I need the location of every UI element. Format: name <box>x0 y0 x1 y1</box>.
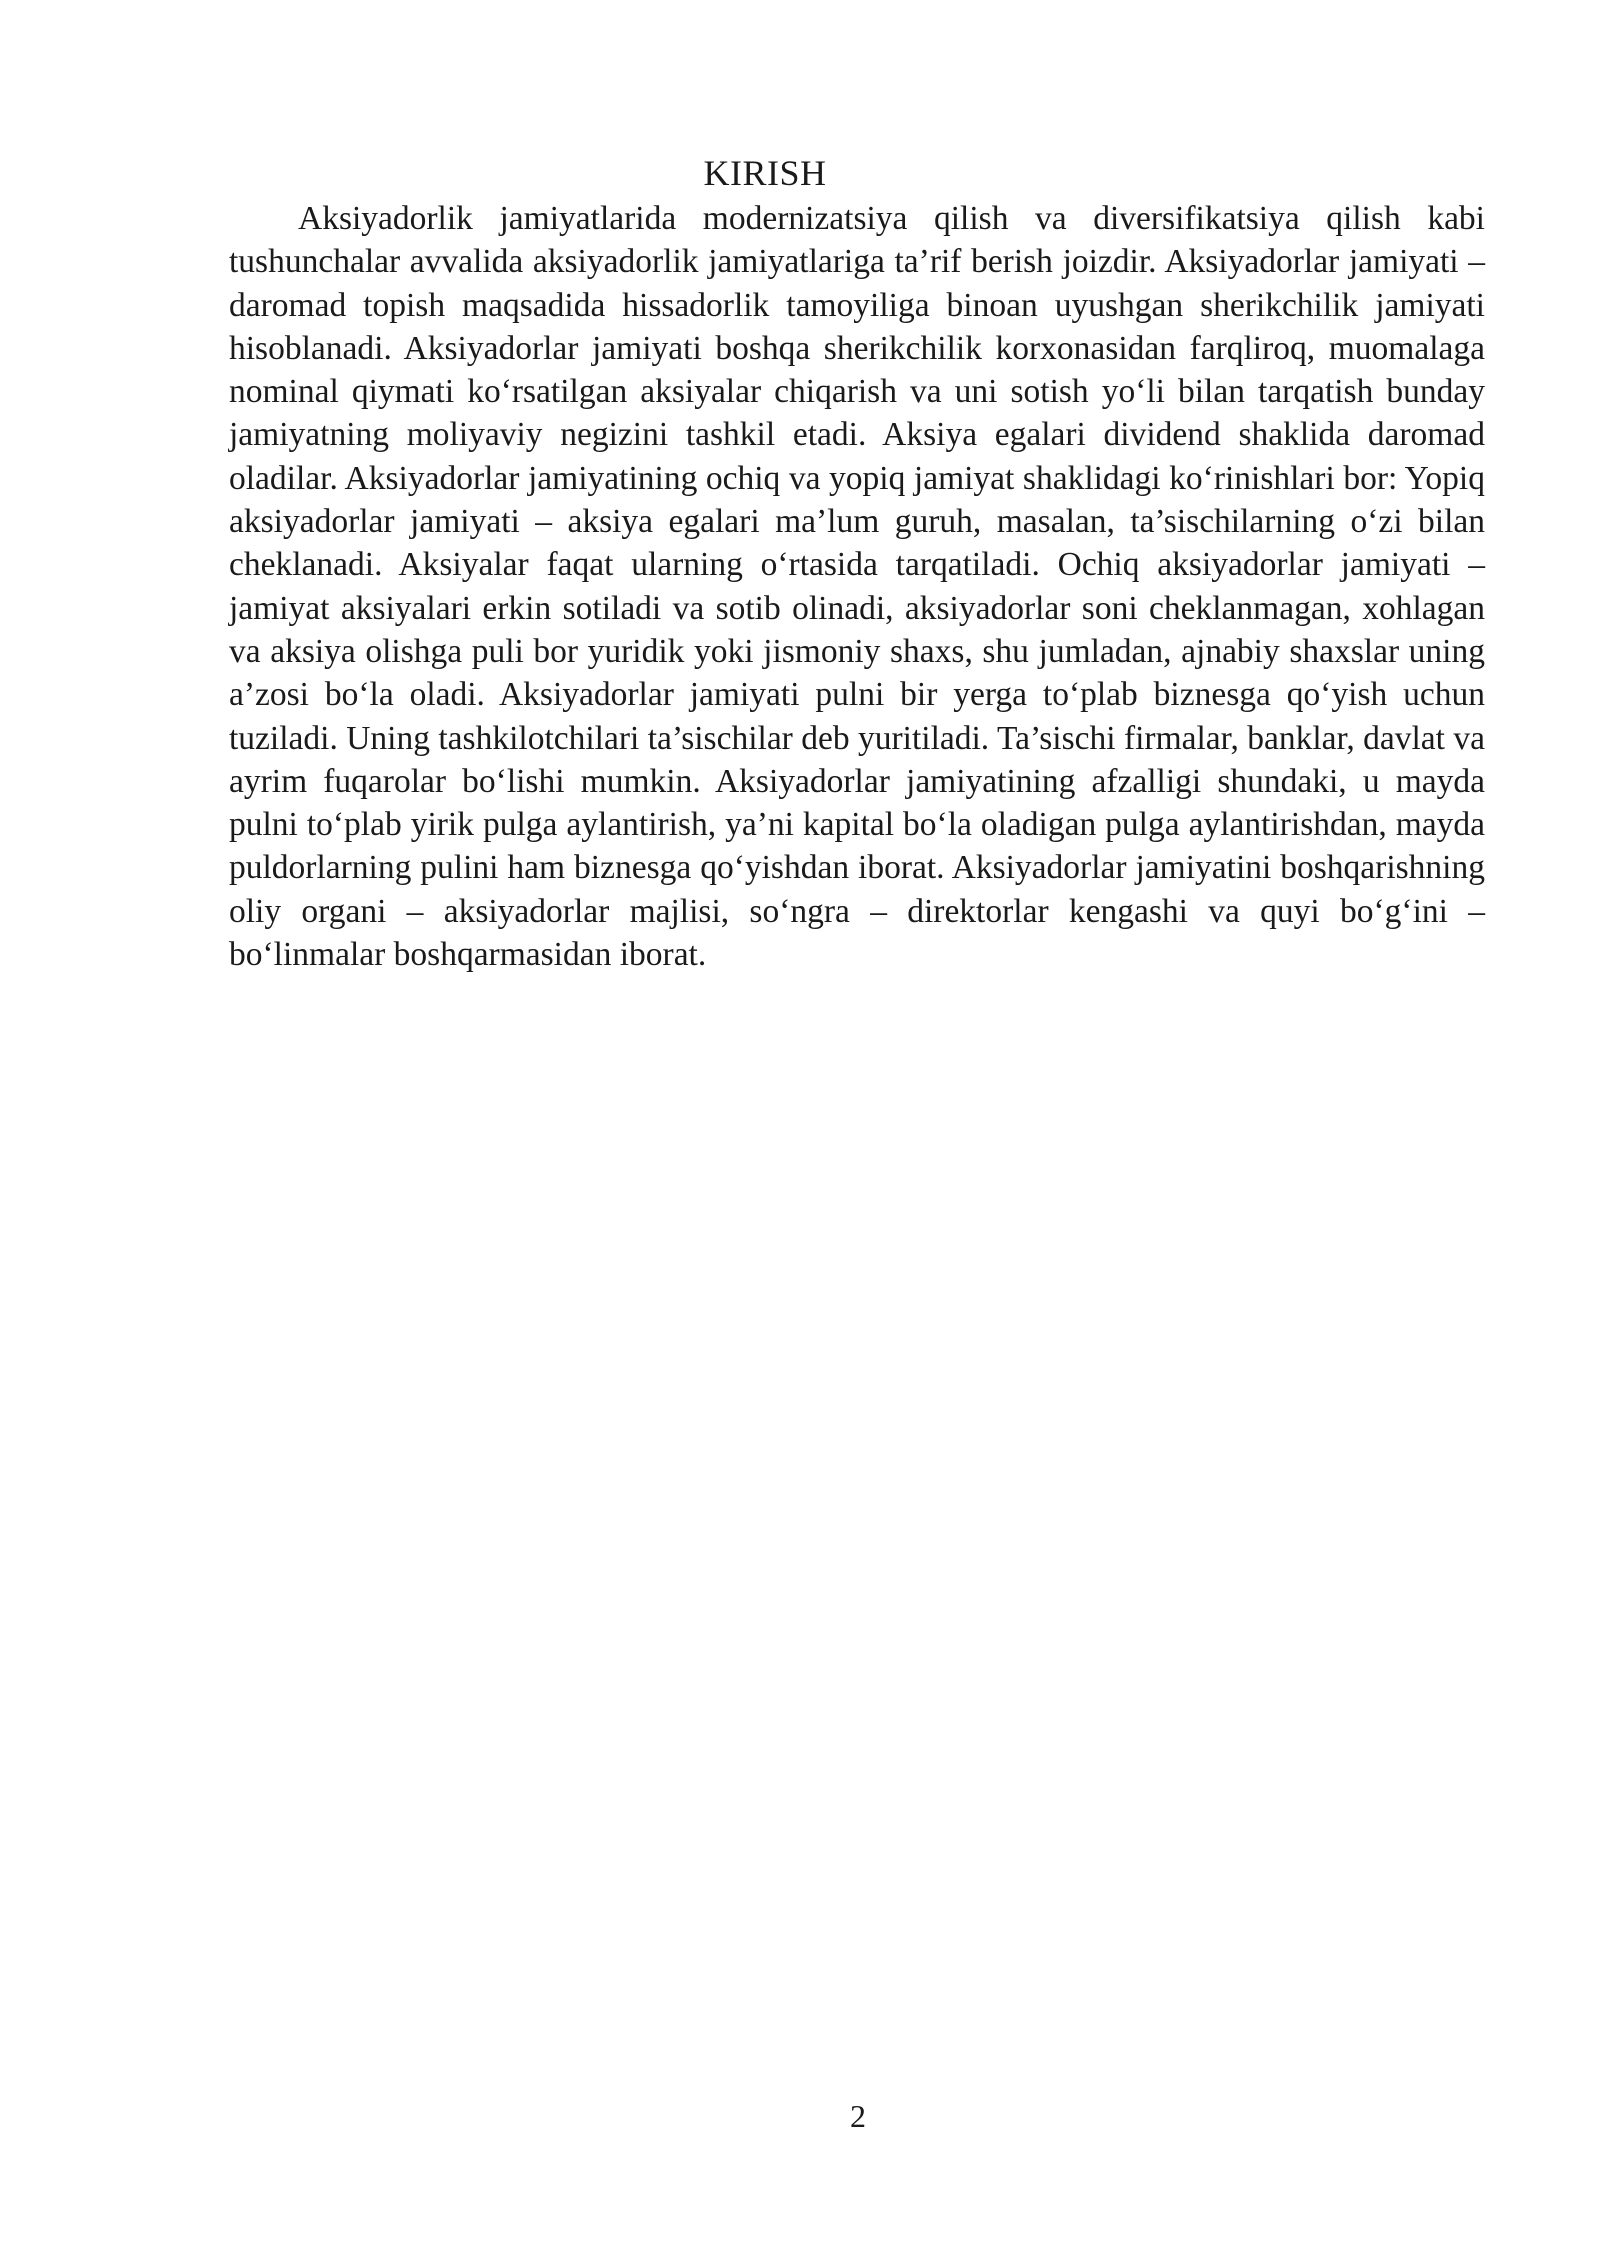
page-number: 2 <box>850 2098 866 2134</box>
body-paragraph: Aksiyadorlik jamiyatlarida modernizatsiya qilish va diversifikatsiya qilish kabi tushunchalar avvalida aksiyadorlik jamiyatlariga ta’rif berish joizdir. Aksiyadorlar jamiyati – daromad topish maqsadida hissadorlik tamoyiliga binoan uyushgan sherikchilik jamiyati hisoblanadi. Aksiyadorlar jamiyati boshqa sherikchilik korxonasidan farqliroq, muomalaga nominal qiymati ko‘rsatilgan aksiyalar chiqarish va uni sotish yo‘li bilan tarqatish bunday jamiyatning moliyaviy negizini tashkil etadi. Aksiya egalari dividend shaklida daromad oladilar. Aksiyadorlar jamiyatining ochiq va yopiq jamiyat shaklidagi ko‘rinishlari bor: Yopiq aksiyadorlar jamiyati – aksiya egalari ma’lum guruh, masalan, ta’sischilarning o‘zi bilan cheklanadi. Aksiyalar faqat ularning o‘rtasida tarqatiladi. Ochiq aksiyadorlar jamiyati – jamiyat aksiyalari erkin sotiladi va sotib olinadi, aksiyadorlar soni cheklanmagan, xohlagan va aksiya olishga puli bor yuridik yoki jismoniy shaxs, shu jumladan, ajnabiy shaxslar uning a’zosi bo‘la oladi. Aksiyadorlar jamiyati pulni bir yerga to‘plab biznesga qo‘yish uchun tuziladi. Uning tashkilotchilari ta’sischilar deb yuritiladi. Ta’sischi firmalar, banklar, davlat va ayrim fuqarolar bo‘lishi mumkin. Aksiyadorlar jamiyatining afzalligi shundaki, u mayda pulni to‘plab yirik pulga aylantirish, ya’ni kapital bo‘la oladigan pulga aylantirishdan, mayda puldorlarning pulini ham biznesga qo‘yishdan iborat. Aksiyadorlar jamiyatini boshqarishning oliy organi – aksiyadorlar majlisi, so‘ngra – direktorlar kengashi va quyi bo‘g‘ini – bo‘linmalar boshqarmasidan iborat. <box>229 200 1485 974</box>
section-heading: KIRISH <box>703 153 827 193</box>
